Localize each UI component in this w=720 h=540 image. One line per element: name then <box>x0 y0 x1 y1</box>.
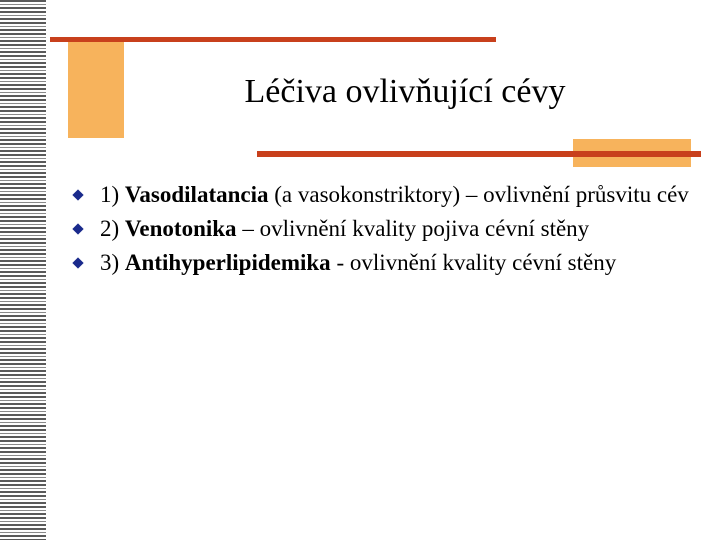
bullet-text: - ovlivnění kvality cévní stěny <box>330 250 617 275</box>
slide-title: Léčiva ovlivňující cévy <box>244 73 566 110</box>
diamond-bullet-icon <box>72 223 83 234</box>
diamond-bullet-icon <box>72 257 83 268</box>
title-top-rule <box>50 37 496 42</box>
diamond-bullet-icon <box>72 189 83 200</box>
bullet-term: Venotonika <box>124 216 237 241</box>
bullet-item <box>100 248 700 278</box>
bullet-number: 1) <box>100 182 125 207</box>
bullet-item <box>100 180 700 210</box>
bullet-number: 3) <box>100 250 125 275</box>
bullet-item <box>100 214 700 244</box>
title-bottom-rule <box>257 151 701 157</box>
bullet-text: (a vasokonstriktory) – ovlivnění průsvitu cév <box>268 182 689 207</box>
bullet-number: 2) <box>100 216 125 241</box>
decorative-block-top <box>68 40 124 138</box>
bullet-text: – ovlivnění kvality pojiva cévní stěny <box>236 216 590 241</box>
bullet-term: Antihyperlipidemika <box>124 250 331 275</box>
bullet-term: Vasodilatancia <box>124 182 269 207</box>
striped-border <box>0 0 50 540</box>
bullet-list <box>100 180 700 282</box>
